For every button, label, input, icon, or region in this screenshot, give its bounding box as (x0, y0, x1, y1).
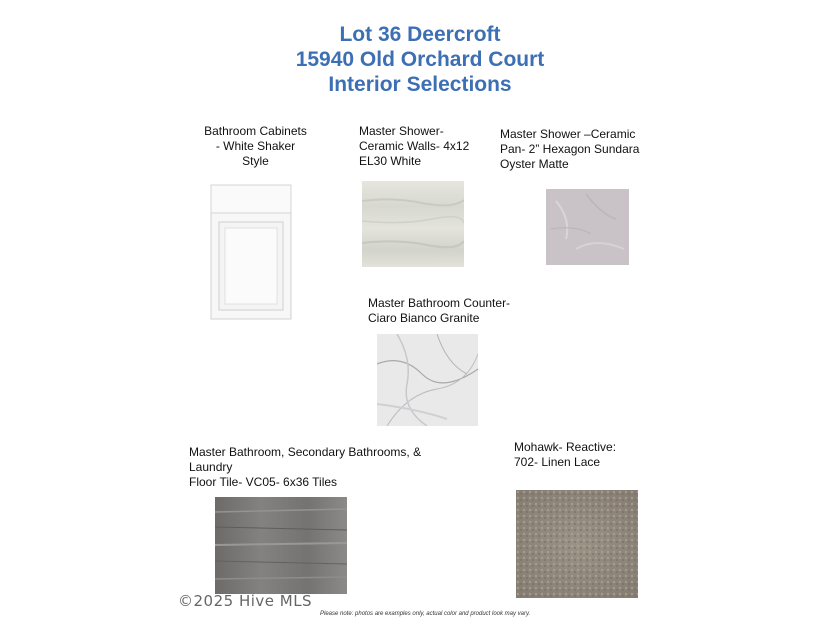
page-title-selections: Interior Selections (328, 73, 512, 96)
granite-counter-image (377, 334, 478, 426)
shower-wall-tile-image (362, 181, 464, 267)
caption-carpet: Mohawk- Reactive: 702- Linen Lace (514, 440, 617, 469)
shower-pan-tile-image (546, 189, 629, 265)
floor-tile-image (215, 497, 347, 594)
caption-floor-tile: Master Bathroom, Secondary Bathrooms, & Laundry Floor Tile- VC05- 6x36 Tiles (189, 445, 422, 489)
page-title-lot: Lot 36 Deercroft (339, 23, 501, 46)
disclaimer: Please note: photos are examples only, actual color and product look may vary. (320, 611, 531, 617)
page-title-address: 15940 Old Orchard Court (295, 48, 545, 71)
cabinet-door-image (210, 184, 292, 320)
caption-bathroom-counter: Master Bathroom Counter- Ciaro Bianco Granite (368, 296, 511, 325)
caption-shower-walls: Master Shower- Ceramic Walls- 4x12 EL30 White (359, 124, 470, 168)
watermark: ©2025 Hive MLS (178, 592, 313, 610)
carpet-sample-image (516, 490, 638, 598)
caption-shower-pan: Master Shower –Ceramic Pan- 2” Hexagon Sundara Oyster Matte (500, 127, 640, 171)
caption-bathroom-cabinets: Bathroom Cabinets - White Shaker Style (204, 124, 307, 168)
